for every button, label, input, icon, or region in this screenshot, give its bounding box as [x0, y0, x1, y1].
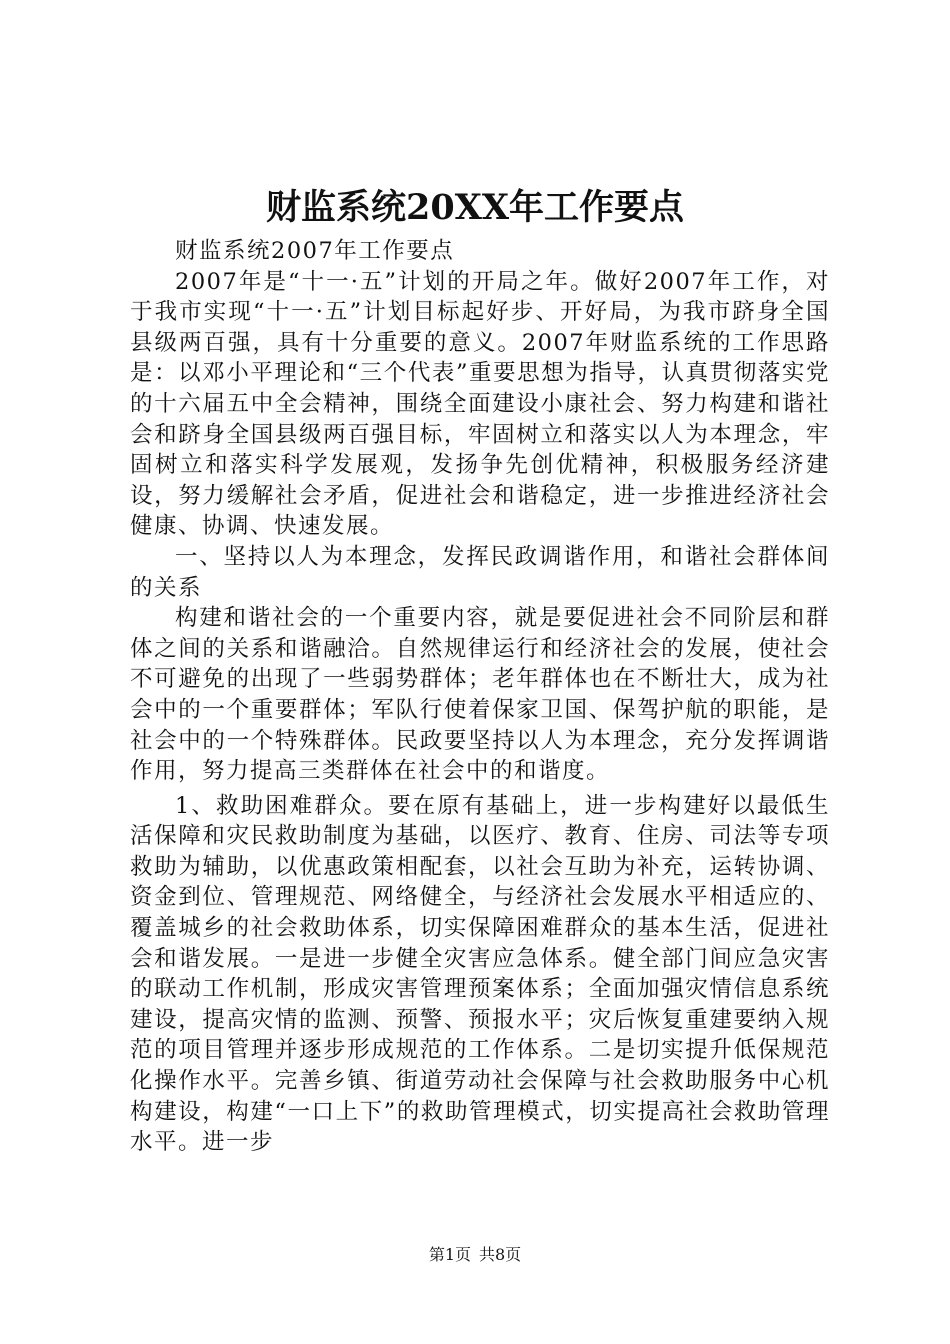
document-title: 财监系统20XX年工作要点: [265, 187, 685, 228]
section-heading-1: 一、坚持以人为本理念，发挥民政调谐作用，和谐社会群体间的关系: [130, 543, 830, 601]
body-paragraph-item-1: 1、救助困难群众。要在原有基础上，进一步构建好以最低生活保障和灾民救助制度为基础，以医疗、教育、住房、司法等专项救助为辅助，以优惠政策相配套，以社会互助为补充，运转协调、资金到位、管理规范、网络健全，与经济社会发展水平相适应的、覆盖城乡的社会救助体系，切实保障困难群众的基本生活，促进社会和谐发展。一是进一步健全灾害应急体系。健全部门间应急灾害的联动工作机制，形成灾害管理预案体系；全面加强灾情信息系统建设，提高灾情的监测、预警、预报水平；灾后恢复重建要纳入规范的项目管理并逐步形成规范的工作体系。二是切实提升低保规范化操作水平。完善乡镇、街道劳动社会保障与社会救助服务中心机构建设，构建“一口上下”的救助管理模式，切实提高社会救助管理水平。进一步: [130, 792, 830, 1156]
page-total: 共8页: [479, 1245, 522, 1264]
body-paragraph-section-1: 构建和谐社会的一个重要内容，就是要促进社会不同阶层和群体之间的关系和谐融洽。自然规律运行和经济社会的发展，使社会不可避免的出现了一些弱势群体；老年群体也在不断壮大，成为社会中的一个重要群体；军队行使着保家卫国、保驾护航的职能，是社会中的一个特殊群体。民政要坚持以人为本理念，充分发挥调谐作用，努力提高三类群体在社会中的和谐度。: [130, 605, 830, 785]
page-number: 第1页: [428, 1245, 471, 1264]
body-paragraph-subtitle: 财监系统2007年工作要点: [175, 238, 455, 264]
page-footer: [0, 1244, 950, 1266]
body-paragraph-intro: 2007年是“十一·五”计划的开局之年。做好2007年工作，对于我市实现“十一·五”计划目标起好步、开好局，为我市跻身全国县级两百强，具有十分重要的意义。2007年财监系统的工作思路是：以邓小平理论和“三个代表”重要思想为指导，认真贯彻落实党的十六届五中全会精神，围绕全面建设小康社会、努力构建和谐社会和跻身全国县级两百强目标，牢固树立和落实以人为本理念，牢固树立和落实科学发展观，发扬争先创优精神，积极服务经济建设，努力缓解社会矛盾，促进社会和谐稳定，进一步推进经济社会健康、协调、快速发展。: [130, 268, 830, 540]
document-body: [130, 236, 830, 1158]
